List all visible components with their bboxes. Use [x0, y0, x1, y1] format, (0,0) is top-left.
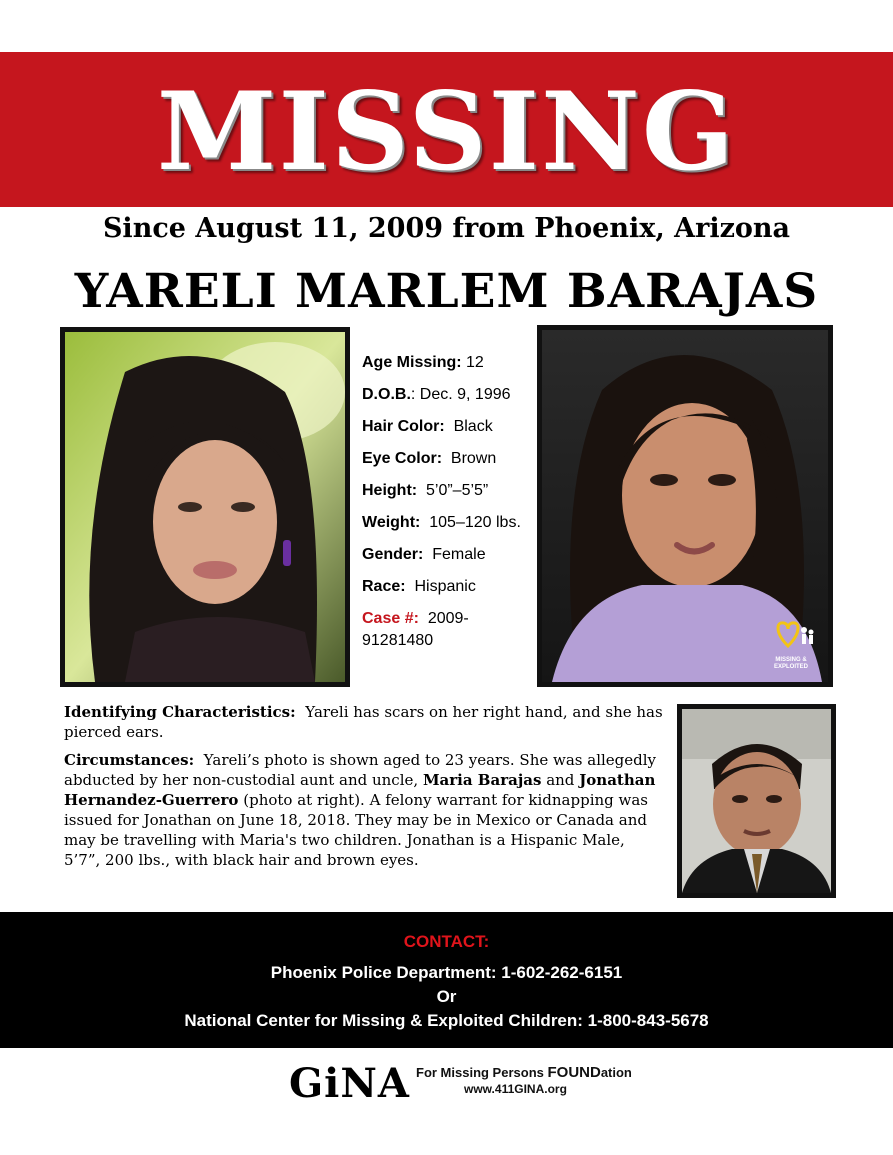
identifying-label: Identifying Characteristics:	[64, 703, 296, 721]
height-label: Height:	[362, 482, 418, 499]
dob-value: : Dec. 9, 1996	[410, 386, 511, 403]
case-value: 2009-91281480	[362, 610, 469, 649]
gina-logo	[289, 1058, 410, 1106]
footer-url[interactable]: www.411GINA.org	[464, 1082, 567, 1096]
tagline-prefix: For Missing Persons	[416, 1065, 548, 1080]
missing-exploited-logo	[758, 620, 824, 678]
police-contact: Phoenix Police Department: 1-602-262-6151	[270, 963, 623, 982]
weight-row	[362, 512, 542, 544]
eye-value: Brown	[450, 450, 497, 467]
contact-or: Or	[436, 987, 457, 1006]
height-value: 5’0”–5’5”	[426, 482, 489, 499]
age-missing-value: 12	[466, 354, 484, 371]
age-missing-label: Age Missing:	[362, 354, 462, 371]
weight-value: 105–120 lbs.	[429, 514, 521, 531]
since-line: Since August 11, 2009 from Phoenix, Arizona	[102, 213, 791, 244]
gender-row	[362, 544, 542, 576]
hair-value: Black	[453, 418, 493, 435]
tagline-found: FOUND	[547, 1064, 601, 1081]
gina-wordmark: GiNA	[289, 1060, 410, 1107]
gender-label: Gender:	[362, 546, 424, 563]
weight-label: Weight:	[362, 514, 421, 531]
contact-label: CONTACT:	[403, 932, 490, 951]
tagline-suffix: ation	[600, 1065, 632, 1080]
circumstances-label: Circumstances:	[64, 751, 195, 769]
circumstances-text-1: Yareli’s photo is shown aged to 23 years. She was allegedly abducted by her non-custodial aunt and uncle,	[64, 751, 657, 789]
identifying-text: Yareli has scars on her right hand, and she has pierced ears.	[64, 703, 663, 741]
case-row	[362, 608, 512, 652]
race-row	[362, 576, 542, 608]
ncmec-contact: National Center for Missing & Exploited Children: 1-800-843-5678	[184, 1011, 709, 1030]
missing-title: MISSING	[156, 68, 737, 195]
missing-banner	[0, 52, 893, 207]
hair-row	[362, 416, 542, 448]
circumstances-text-2: (photo at right). A felony warrant for kidnapping was issued for Jonathan on June 18, 2018. They may be in Mexico or Canada and may be travelling with Maria's two children. Jonathan is a Hispanic Male, 5’7”, 200 lbs., with black hair and brown eyes.	[64, 791, 648, 869]
person-name: YARELI MARLEM BARAJAS	[74, 264, 819, 319]
aunt-name: Maria Barajas	[422, 771, 542, 789]
details-list	[362, 352, 542, 652]
uncle-name: Jonathan Hernandez-Guerrero	[64, 771, 656, 809]
badge-line-2: EXPLOITED	[773, 664, 808, 670]
suspect-photo	[677, 704, 836, 898]
dob-row	[362, 384, 542, 416]
height-row	[362, 480, 542, 512]
footer-tagline	[416, 1065, 646, 1081]
eye-row	[362, 448, 542, 480]
badge-line-1: MISSING &	[775, 657, 807, 663]
race-value: Hispanic	[414, 578, 476, 595]
eye-label: Eye Color:	[362, 450, 443, 467]
race-label: Race:	[362, 578, 406, 595]
hair-label: Hair Color:	[362, 418, 445, 435]
case-label: Case #:	[362, 610, 419, 627]
circumstances-paragraph	[64, 750, 664, 870]
contact-section	[0, 912, 893, 1048]
footer-text	[416, 1065, 646, 1097]
child-photo	[60, 327, 350, 687]
dob-label: D.O.B.	[362, 386, 411, 403]
age-missing-row	[362, 352, 542, 384]
circumstances-and: and	[546, 771, 575, 789]
gender-value: Female	[432, 546, 486, 563]
heart-hand-icon	[766, 620, 816, 654]
description-text	[64, 702, 664, 878]
identifying-paragraph	[64, 702, 664, 742]
